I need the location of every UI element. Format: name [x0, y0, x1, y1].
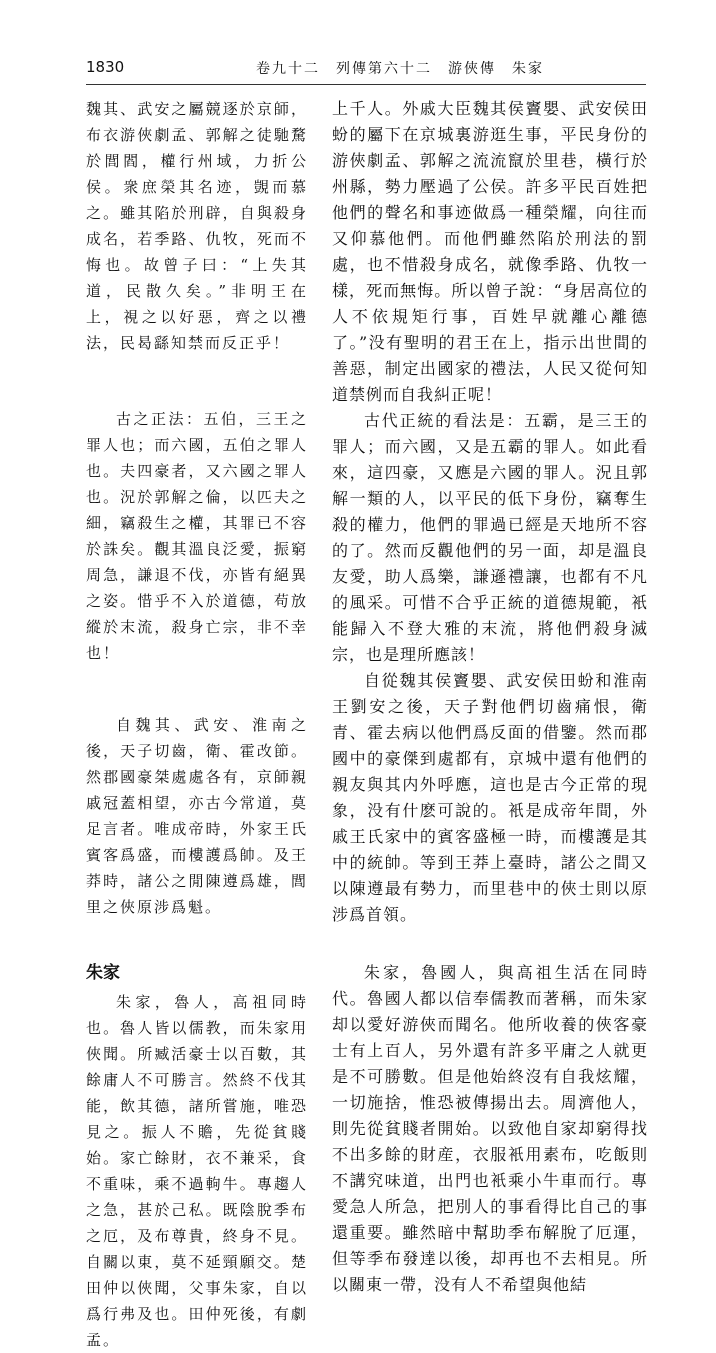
- page-number: 1830: [86, 58, 125, 76]
- classical-paragraph: 古之正法：五伯，三王之罪人也；而六國，五伯之罪人也。夫四豪者，又六國之罪人也。況於郭解之倫，以匹夫之細，竊殺生之權，其罪已不容於誅矣。觀其溫良泛愛，振窮周急，謙退不伐，亦皆有絕異之姿。惜乎不入於道德，苟放縱於末流，殺身亡宗，非不幸也！: [86, 410, 308, 662]
- classical-paragraph: 自魏其、武安、淮南之後，天子切齒，衛、霍改節。然郡國豪桀處處各有，京師親戚冠蓋相望，亦古今常道，莫足言者。唯成帝時，外家王氏賓客爲盛，而樓護爲帥。及王莽時，諸公之閒陳遵爲雄，閭里之俠原涉爲魁。: [86, 716, 308, 916]
- translation-paragraph: 古代正統的看法是：五霸，是三王的罪人；而六國，又是五霸的罪人。如此看來，這四豪，又應是六國的罪人。況且郭解一類的人，以平民的低下身份，竊奪生殺的權力，他們的罪過已經是天地所不容的了。然而反觀他們的另一面，却是溫良友愛，助人爲樂，謙遜禮讓，也都有不凡的風采。可惜不合乎正統的道德規範，衹能歸入不登大雅的末流，將他們殺身滅宗，也是理所應該！: [332, 411, 648, 664]
- translation-paragraph: 自從魏其侯竇嬰、武安侯田蚡和淮南王劉安之後，天子對他們切齒痛恨，衛青、霍去病以他們爲反面的借鑒。然而郡國中的豪傑到處都有，京城中還有他們的親友與其内外呼應，這也是古今正常的現象，没有什麽可說的。衹是成帝年間，外戚王氏家中的賓客盛極一時，而樓護是其中的統帥。等到王莽上臺時，諸公之間又以陳遵最有勢力，而里巷中的俠士則以原涉爲首領。: [332, 671, 648, 924]
- classical-paragraph: 魏其、武安之屬競逐於京師，布衣游俠劇孟、郭解之徒馳騖於閭閻，權行州域，力折公侯。衆庶榮其名迹，覬而慕之。雖其陷於刑辟，自與殺身成名，若季路、仇牧，死而不悔也。故曾子曰：“上失其道，民散久矣。”非明王在上，視之以好惡，齊之以禮法，民曷繇知禁而反正乎！: [86, 100, 308, 352]
- running-head: 卷九十二 列傳第六十二 游俠傳 朱家: [256, 61, 544, 77]
- translation-paragraph: 上千人。外戚大臣魏其侯竇嬰、武安侯田蚡的屬下在京城裏游逛生事，平民身份的游俠劇孟、郭解之流流竄於里巷，橫行於州縣，勢力壓過了公侯。許多平民百姓把他們的聲名和事迹做爲一種榮耀，向往而又仰慕他們。而他們雖然陷於刑法的罰處，也不惜殺身成名，就像季路、仇牧一樣，死而無悔。所以曾子說：“身居高位的人不依規矩行事，百姓早就離心離德了。”没有聖明的君王在上，指示出世間的善惡，制定出國家的禮法，人民又從何知道禁例而自我糾正呢！: [332, 99, 648, 404]
- translation-column: [332, 96, 648, 1298]
- classical-paragraph: 朱家，魯人，高祖同時也。魯人皆以儒教，而朱家用俠聞。所臧活豪士以百數，其餘庸人不可勝言。然終不伐其能，飲其德，諸所嘗施，唯恐見之。振人不贍，先從貧賤始。家亡餘財，衣不兼采，食不重味，乘不過軥牛。專趨人之急，甚於己私。既陰脫季布之厄，及布尊貴，終身不見。自關以東，莫不延頸願交。楚田仲以俠聞，父事朱家，自以爲行弗及也。田仲死後，有劇孟。: [86, 993, 308, 1349]
- classical-text-column: [86, 96, 308, 1353]
- header-rule: [86, 84, 646, 85]
- translation-paragraph: 朱家，魯國人，與高祖生活在同時代。魯國人都以信奉儒教而著稱，而朱家却以愛好游俠而聞名。他所收養的俠客豪士有上百人，另外還有許多平庸之人就更是不可勝數。但是他始終沒有自我炫耀，一切施捨，惟恐被傳揚出去。周濟他人，則先從貧賤者開始。以致他自家却窮得找不出多餘的財産，衣服衹用素布，吃飯則不講究味道，出門也衹乘小牛車而行。專愛急人所急，把別人的事看得比自己的事還重要。雖然暗中幫助季布解脫了厄運，但等季布發達以後，却再也不去相見。所以關東一帶，没有人不希望與他結: [332, 963, 648, 1294]
- section-title: 朱家: [86, 963, 120, 983]
- page-header: [86, 58, 646, 80]
